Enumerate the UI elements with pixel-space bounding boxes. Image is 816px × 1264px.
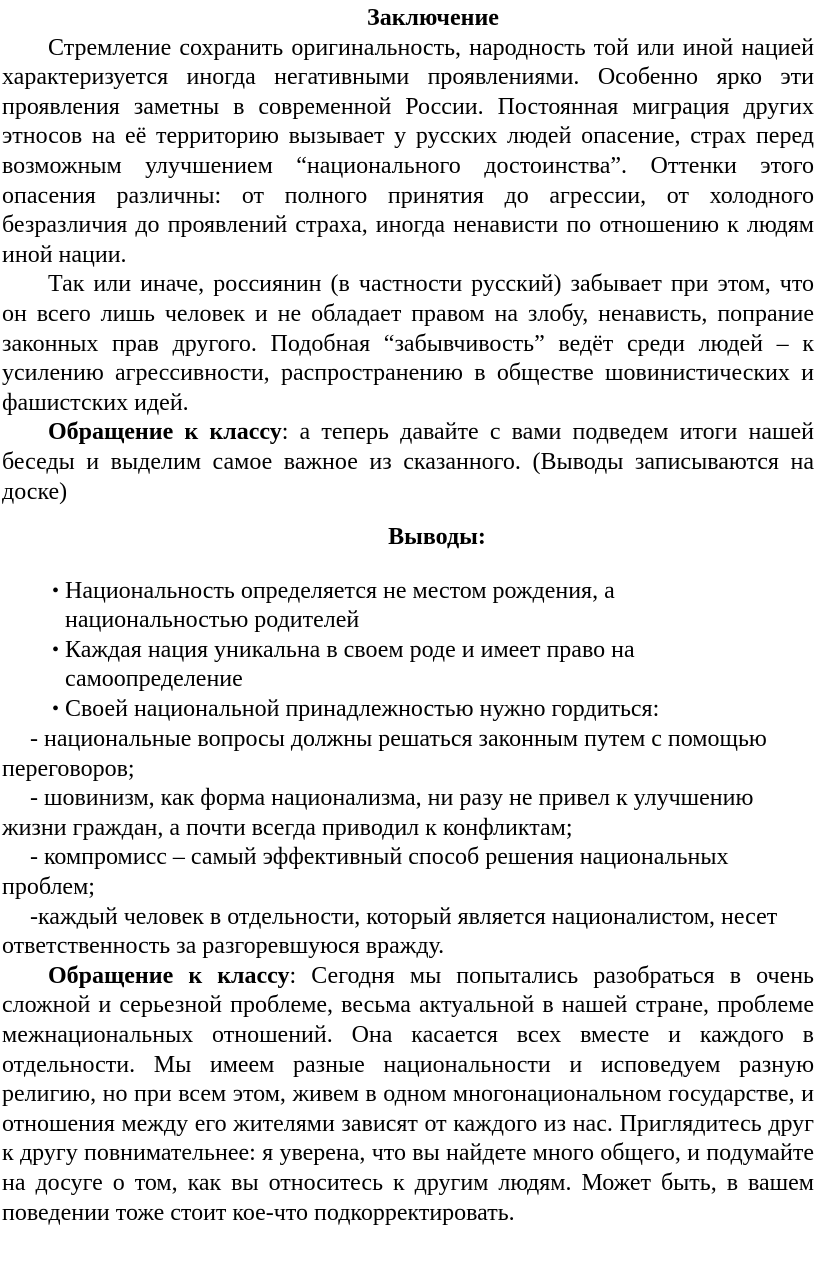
appeal-lead: Обращение к классу xyxy=(48,419,282,446)
list-item xyxy=(52,695,814,724)
appeal-lead: Обращение к классу xyxy=(48,962,290,989)
list-item xyxy=(52,636,705,694)
bullet-icon: • xyxy=(52,580,60,603)
conclusions-list xyxy=(2,577,814,724)
paragraph-1: Стремление сохранить оригинальность, народность той или иной нацией характеризуется иногда негативными проявлениями. Особенно ярко эти проявления заметны в современной России. Постоянная миграция других этносов на её территорию вызывает у русских людей опасение, страх перед возможным улучшением “национального достоинства”. Оттенки этого опасения различны: от полного принятия до агрессии, от холодного безразличия до проявлений страха, иногда ненависти по отношению к людям иной нации. xyxy=(2,34,814,268)
dash-item: -каждый человек в отдельности, который является националистом, несет ответственность за разгоревшуюся вражду. xyxy=(2,903,778,960)
dash-item: - компромисс – самый эффективный способ решения национальных проблем; xyxy=(2,844,729,901)
bullet-icon: • xyxy=(52,698,60,721)
list-item-text: Каждая нация уникальна в своем роде и имеет право на самоопределение xyxy=(65,637,635,693)
paragraph-2: Так или иначе, россиянин (в частности русский) забывает при этом, что он всего лишь человек и не обладает правом на злобу, ненависть, попрание законных прав другого. Подобная “забывчивость” ведёт среди людей – к усилению агрессивности, распространению в обществе шовинистических и фашистских идей. xyxy=(2,271,814,416)
appeal-text: : Сегодня мы попытались разобраться в очень сложной и серьезной проблеме, весьма актуальной в нашей стране, проблеме межнациональных отношений. Она касается всех вместе и каждого в отдельности. Мы имеем разные национальности и исповедуем разную религию, но при всем этом, живем в одном многонациональном государстве, и отношения между его жителями зависят от каждого из нас. Приглядитесь друг к другу повнимательнее: я уверена, что вы найдете много общего, и подумайте на досуге о том, как вы относитесь к другим людям. Может быть, в вашем поведении тоже стоит кое-что подкорректировать. xyxy=(2,962,814,1226)
appeal-text: : а теперь давайте с вами подведем итоги нашей беседы и выделим самое важное из сказанного. (Выводы записываются на доске) xyxy=(2,419,814,505)
dash-item: - национальные вопросы должны решаться законным путем с помощью переговоров; xyxy=(2,726,767,782)
list-item-text: Своей национальной принадлежностью нужно гордиться: xyxy=(65,696,660,723)
conclusions-heading: Выводы: xyxy=(388,524,486,551)
bullet-icon: • xyxy=(52,639,60,662)
document-title: Заключение xyxy=(367,5,499,31)
appeal-to-class-2 xyxy=(2,962,814,1228)
list-item xyxy=(52,577,705,635)
dash-item: - шовинизм, как форма национализма, ни разу не привел к улучшению жизни граждан, а почти всегда приводил к конфликтам; xyxy=(2,785,754,841)
list-item-text: Национальность определяется не местом рождения, а национальностью родителей xyxy=(65,578,615,634)
appeal-to-class-1 xyxy=(2,418,814,507)
